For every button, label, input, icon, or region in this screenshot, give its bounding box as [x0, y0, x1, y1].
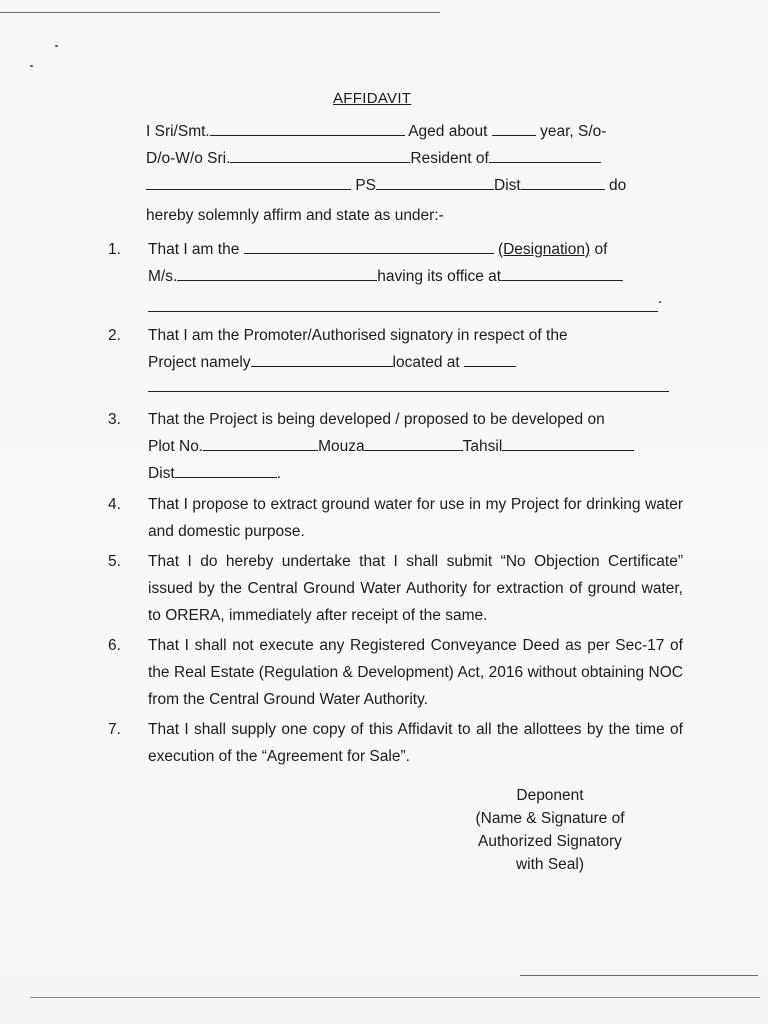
blank-office-cont [148, 296, 658, 312]
item-number: 6. [108, 637, 121, 654]
blank-dist [175, 462, 277, 478]
item-line [148, 290, 683, 312]
item-text: Dist [148, 465, 175, 482]
deponent-block [440, 784, 660, 876]
item-text: That I do hereby undertake that I shall submit “No Objection Certificate” issued by the Central Ground Water Authority for extraction of ground water, to ORERA, immediately after receipt of the same. [148, 553, 683, 624]
blank-dist [521, 174, 605, 190]
blank-address [146, 174, 351, 190]
item-text: M/s. [148, 268, 178, 285]
item-text: Tahsil [462, 438, 503, 455]
item-line [148, 376, 683, 394]
item-text: of [594, 241, 608, 258]
blank-location [464, 351, 516, 367]
intro-text: Aged about [408, 123, 488, 140]
statement-item [108, 716, 683, 770]
intro-line-1 [146, 118, 666, 145]
blank-plot [203, 435, 318, 451]
blank-ps [376, 174, 494, 190]
item-number: 2. [108, 327, 121, 344]
intro-text: D/o-W/o Sri. [146, 150, 231, 167]
blank-tahsil [502, 435, 634, 451]
statement-item [108, 236, 683, 312]
item-number: 3. [108, 411, 121, 428]
item-line [148, 433, 683, 460]
statement-item [108, 491, 683, 545]
item-text: That I am the [148, 241, 240, 258]
intro-line-2 [146, 145, 666, 172]
scan-speck [55, 45, 58, 47]
deponent-line: with Seal) [515, 856, 585, 873]
item-text: (Designation) [497, 241, 591, 258]
item-text: That I shall supply one copy of this Affidavit to all the allottees by the time of execution of the “Agreement for Sale”. [148, 721, 683, 765]
intro-paragraph [146, 118, 666, 229]
item-number: 1. [108, 241, 121, 258]
item-line [148, 349, 683, 376]
blank-location-cont [148, 376, 669, 392]
statement-item [108, 632, 683, 713]
scan-edge-bottom [30, 997, 760, 998]
blank-parent-name [230, 147, 410, 163]
intro-text: Dist [494, 177, 521, 194]
blank-residence [489, 147, 601, 163]
blank-office [501, 265, 623, 281]
item-number: 7. [108, 721, 121, 738]
intro-text: year, S/o- [540, 123, 607, 140]
statement-item [108, 548, 683, 629]
statement-item [108, 322, 683, 394]
item-text: That I propose to extract ground water for use in my Project for drinking water and domestic purpose. [148, 496, 683, 540]
statement-list [108, 236, 683, 770]
document-title: AFFIDAVIT [333, 90, 412, 107]
blank-designation [244, 238, 494, 254]
deponent-line: Authorized Signatory [478, 833, 622, 850]
item-number: 5. [108, 553, 121, 570]
item-line: That the Project is being developed / proposed to be developed on [148, 411, 605, 428]
blank-project-name [251, 351, 393, 367]
item-text: Plot No. [148, 438, 204, 455]
deponent-line: (Name & Signature of [475, 810, 625, 827]
intro-line-4: hereby solemnly affirm and state as under:- [146, 207, 444, 224]
item-text: having its office at [377, 268, 502, 285]
item-number: 4. [108, 496, 121, 513]
intro-text: PS [355, 177, 376, 194]
scan-edge-bottom [520, 975, 758, 976]
item-line: That I am the Promoter/Authorised signatory in respect of the [148, 327, 568, 344]
scan-edge-top [0, 12, 440, 13]
item-text: . [658, 290, 663, 307]
intro-line-3 [146, 172, 666, 199]
blank-mouza [365, 435, 463, 451]
blank-age [492, 120, 536, 136]
intro-text: I Sri/Smt. [146, 123, 210, 140]
blank-name [210, 120, 405, 136]
item-text: Mouza [318, 438, 365, 455]
intro-text: do [609, 177, 627, 194]
item-text: located at [392, 354, 460, 371]
item-line [148, 263, 683, 290]
item-text: That I shall not execute any Registered Conveyance Deed as per Sec-17 of the Real Estate (Regulation & Development) Act, 2016 without obtaining NOC from the Central Ground Water Authority. [148, 637, 683, 708]
item-text: Project namely [148, 354, 251, 371]
blank-company [177, 265, 377, 281]
item-text: . [276, 465, 282, 482]
item-line [148, 236, 683, 263]
scan-speck [30, 65, 33, 67]
statement-item [108, 406, 683, 487]
item-line [148, 460, 683, 487]
deponent-label: Deponent [516, 787, 584, 804]
intro-text: Resident of [410, 150, 489, 167]
